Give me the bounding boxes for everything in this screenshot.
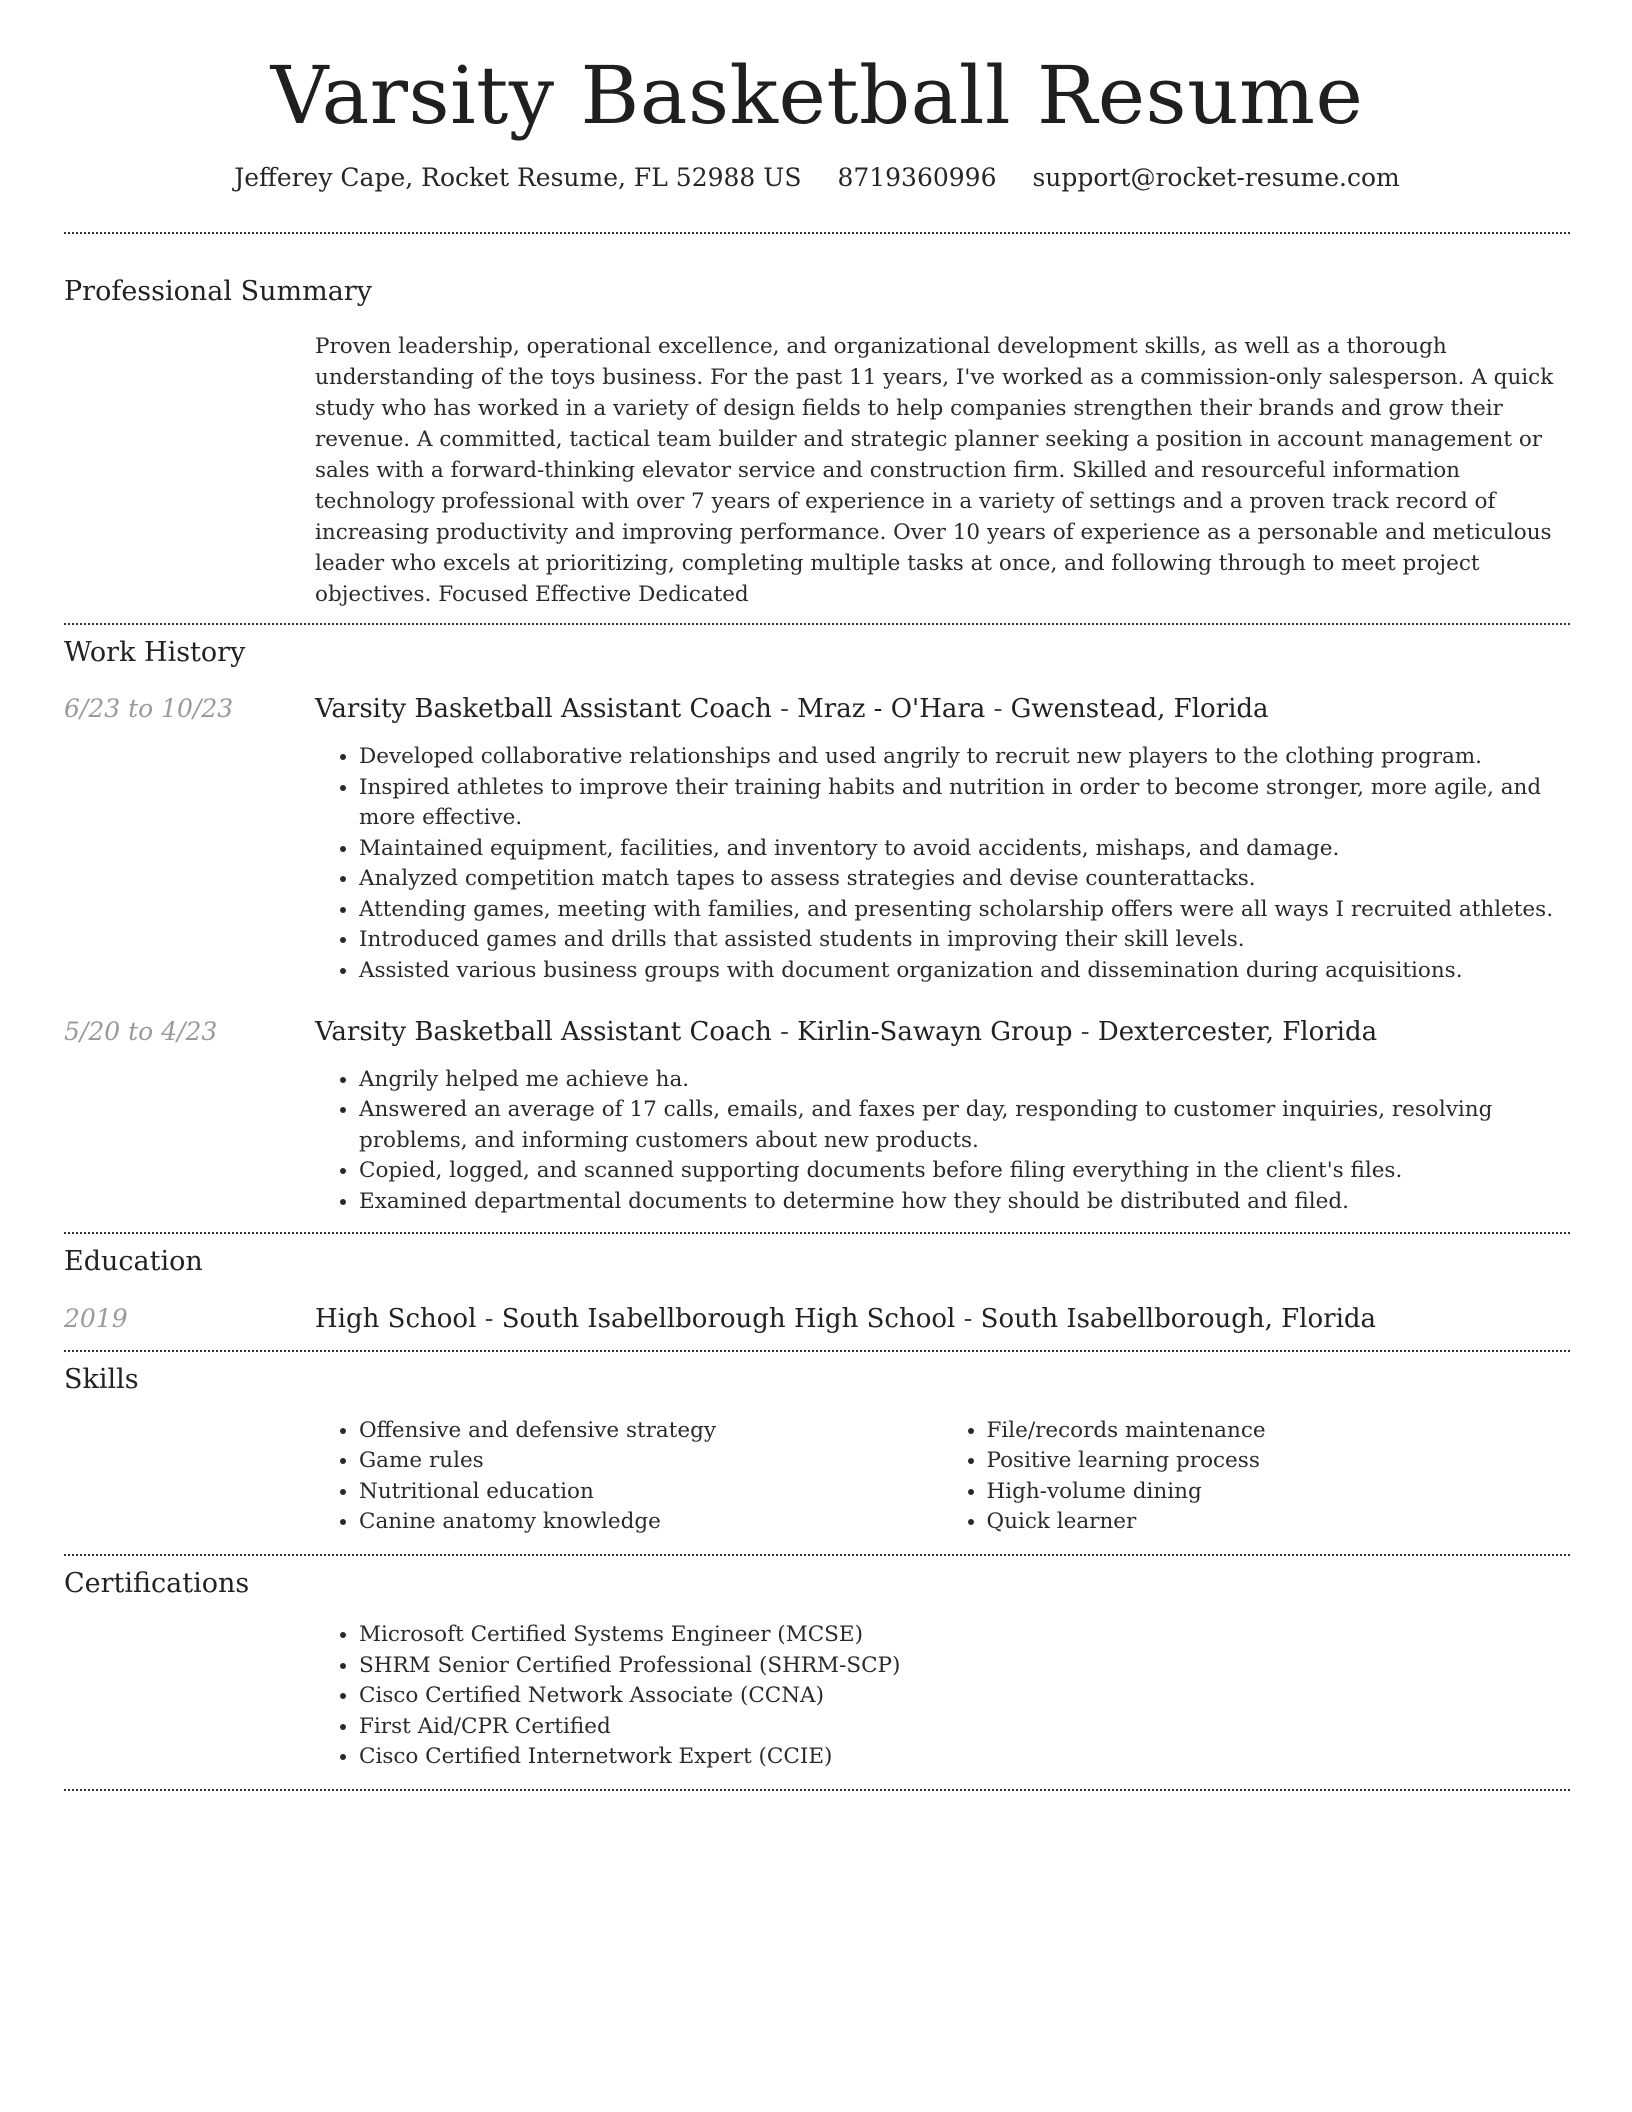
job-bullets <box>315 742 1570 986</box>
education-location: South Isabellborough, Florida <box>980 1303 1377 1334</box>
divider <box>64 232 1570 234</box>
list-item: • Game rules <box>359 1446 943 1477</box>
contact-phone: 8719360996 <box>837 163 997 192</box>
contact-address: Jefferey Cape, Rocket Resume, FL 52988 US <box>234 163 802 192</box>
list-item: • High-volume dining <box>987 1477 1571 1508</box>
list-item: • SHRM Senior Certified Professional (SHRM-SCP) <box>359 1651 1570 1682</box>
section-heading-summary: Professional Summary <box>64 275 372 307</box>
list-item: • Angrily helped me achieve ha. <box>359 1065 1570 1096</box>
job-company: Kirlin-Sawayn Group <box>797 1017 1073 1048</box>
list-item: • Positive learning process <box>987 1446 1571 1477</box>
job-title: Varsity Basketball Assistant Coach <box>315 1017 772 1048</box>
contact-email: support@rocket-resume.com <box>1032 163 1400 192</box>
list-item: • Introduced games and drills that assisted students in improving their skill levels. <box>359 925 1570 956</box>
list-item: • Offensive and defensive strategy <box>359 1416 943 1447</box>
divider <box>64 623 1570 625</box>
resume-page <box>64 0 1570 1791</box>
section-heading-certifications: Certifications <box>64 1567 250 1599</box>
job-entry <box>64 1016 1570 1217</box>
skills-list <box>315 1416 1570 1538</box>
education-heading: High School - South Isabellborough High School - South Isabellborough, Florida <box>315 1303 1377 1334</box>
list-item: • Microsoft Certified Systems Engineer (MCSE) <box>359 1620 1570 1651</box>
education-school: South Isabellborough High School <box>501 1303 956 1334</box>
section-heading-education: Education <box>64 1246 203 1278</box>
list-item: • Inspired athletes to improve their training habits and nutrition in order to become stronger, more agile, and more effective. <box>359 773 1570 834</box>
list-item: • Nutritional education <box>359 1477 943 1508</box>
list-item: • Attending games, meeting with families, and presenting scholarship offers were all ways I recruited athletes. <box>359 895 1570 926</box>
education-content <box>315 1303 1570 1337</box>
section-heading-work-history: Work History <box>64 636 246 668</box>
section-heading-skills: Skills <box>64 1363 139 1395</box>
job-location: Gwenstead, Florida <box>1010 694 1269 725</box>
job-entry <box>64 693 1570 986</box>
list-item: • Developed collaborative relationships and used angrily to recruit new players to the clothing program. <box>359 742 1570 773</box>
job-dates: 6/23 to 10/23 <box>64 694 234 724</box>
job-bullets <box>315 1065 1570 1218</box>
job-heading: Varsity Basketball Assistant Coach - Kirlin-Sawayn Group - Dextercester, Florida <box>315 1017 1378 1048</box>
list-item: • Examined departmental documents to determine how they should be distributed and filed. <box>359 1187 1570 1218</box>
job-heading: Varsity Basketball Assistant Coach - Mraz - O'Hara - Gwenstead, Florida <box>315 694 1269 725</box>
education-entry <box>64 1303 1570 1337</box>
list-item: • Quick learner <box>987 1507 1571 1538</box>
list-item: • Assisted various business groups with document organization and dissemination during acquisitions. <box>359 956 1570 987</box>
resume-title: Varsity Basketball Resume <box>270 49 1364 142</box>
list-item: • File/records maintenance <box>987 1416 1571 1447</box>
divider <box>64 1350 1570 1352</box>
education-year: 2019 <box>64 1303 128 1333</box>
summary-text: Proven leadership, operational excellence, and organizational development skills, as well as a thorough understanding of the toys business. For the past 11 years, I've worked as a commission-only salesperson. A quick study who has worked in a variety of design fields to help companies strengthen their brands and grow their revenue. A committed, tactical team builder and strategic planner seeking a position in account management or sales with a forward-thinking elevator service and construction firm. Skilled and resourceful information technology professional with over 7 years of experience in a variety of settings and a proven track record of increasing productivity and improving performance. Over 10 years of experience as a personable and meticulous leader who excels at prioritizing, completing multiple tasks at once, and following through to meet project objectives. Focused Effective Dedicated <box>315 333 1554 607</box>
job-dates: 5/20 to 4/23 <box>64 1017 218 1047</box>
job-title: Varsity Basketball Assistant Coach <box>315 694 772 725</box>
job-content <box>315 1016 1570 1217</box>
job-content <box>315 693 1570 986</box>
list-item: • Copied, logged, and scanned supporting documents before filing everything in the client's files. <box>359 1156 1570 1187</box>
list-item: • Analyzed competition match tapes to assess strategies and devise counterattacks. <box>359 864 1570 895</box>
list-item: • Cisco Certified Network Associate (CCNA) <box>359 1681 1570 1712</box>
list-item: • Maintained equipment, facilities, and inventory to avoid accidents, mishaps, and damage. <box>359 834 1570 865</box>
divider <box>64 1789 1570 1791</box>
contact-line <box>64 162 1570 195</box>
divider <box>64 1232 1570 1234</box>
skills-column-left <box>315 1416 943 1538</box>
list-item: • First Aid/CPR Certified <box>359 1712 1570 1743</box>
job-location: Dextercester, Florida <box>1097 1017 1378 1048</box>
certifications-list <box>315 1620 1570 1773</box>
divider <box>64 1554 1570 1556</box>
education-degree: High School <box>315 1303 477 1334</box>
job-company: Mraz - O'Hara <box>797 694 986 725</box>
list-item: • Canine anatomy knowledge <box>359 1507 943 1538</box>
list-item: • Answered an average of 17 calls, emails, and faxes per day, responding to customer inquiries, resolving problems, and informing customers about new products. <box>359 1095 1570 1156</box>
list-item: • Cisco Certified Internetwork Expert (CCIE) <box>359 1742 1570 1773</box>
skills-column-right <box>943 1416 1571 1538</box>
